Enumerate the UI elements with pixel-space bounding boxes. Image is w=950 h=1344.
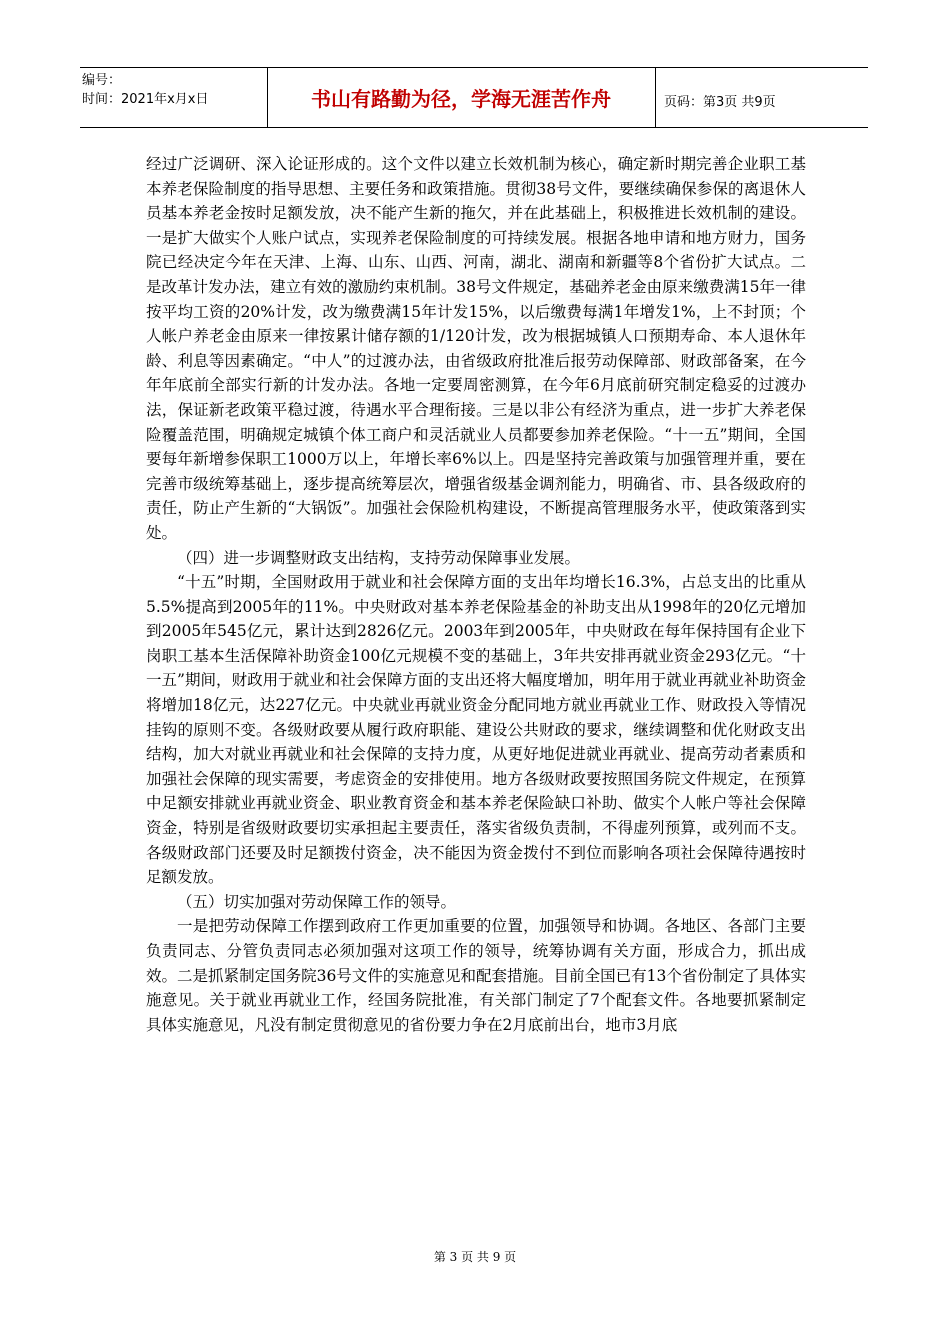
header-bottom-rule (80, 127, 868, 128)
paragraph: “十五”时期，全国财政用于就业和社会保障方面的支出年均增长16.3%，占总支出的比重从5.5%提高到2005年的11%。中央财政对基本养老保险基金的补助支出从1998年的20亿元增加到2005年545亿元，累计达到2826亿元。2003年到2005年，中央财政在每年保持国有企业下岗职工基本生活保障补助资金100亿元规模不变的基础上，3年共安排再就业资金293亿元。“十一五”期间，财政用于就业和社会保障方面的支出还将大幅度增加，明年用于就业再就业补助资金将增加18亿元，达227亿元。中央就业再就业资金分配同地方就业再就业工作、财政投入等情况挂钩的原则不变。各级财政要从履行政府职能、建设公共财政的要求，继续调整和优化财政支出结构，加大对就业再就业和社会保障的支持力度，从更好地促进就业再就业、提高劳动者素质和加强社会保障的现实需要，考虑资金的安排使用。地方各级财政要按照国务院文件规定，在预算中足额安排就业再就业资金、职业教育资金和基本养老保险缺口补助、做实个人帐户等社会保障资金，特别是省级财政要切实承担起主要责任，落实省级负责制，不得虚列预算，或列而不支。各级财政部门还要及时足额拨付资金，决不能因为资金拨付不到位而影响各项社会保障待遇按时足额发放。 (146, 573, 806, 887)
header-motto: 书山有路勤为径，学海无涯苦作舟 (311, 86, 611, 111)
header-number-label: 编号： (82, 73, 122, 88)
section-heading: （五）切实加强对劳动保障工作的领导。 (177, 892, 457, 911)
header-divider (655, 67, 656, 127)
page-header (80, 67, 868, 127)
document-body (146, 152, 806, 1037)
header-page-info: 页码：第3页 共9页 (664, 95, 776, 110)
header-meta (82, 71, 266, 109)
paragraph-continuation: 经过广泛调研、深入论证形成的。这个文件以建立长效机制为核心，确定新时期完善企业职工基本养老保险制度的指导思想、主要任务和政策措施。贯彻38号文件，要继续确保参保的离退休人员基本养老金按时足额发放，决不能产生新的拖欠，并在此基础上，积极推进长效机制的建设。一是扩大做实个人账户试点，实现养老保险制度的可持续发展。根据各地申请和地方财力，国务院已经决定今年在天津、上海、山东、山西、河南，湖北、湖南和新疆等8个省份扩大试点。二是改革计发办法，建立有效的激励约束机制。38号文件规定，基础养老金由原来缴费满15年一律按平均工资的20%计发，改为缴费满15年计发15%，以后缴费每满1年增发1%，上不封顶；个人帐户养老金由原来一律按累计储存额的1/120计发，改为根据城镇人口预期寿命、本人退休年龄、利息等因素确定。“中人”的过渡办法，由省级政府批准后报劳动保障部、财政部备案，在今年年底前全部实行新的计发办法。各地一定要周密测算，在今年6月底前研究制定稳妥的过渡办法，保证新老政策平稳过渡，待遇水平合理衔接。三是以非公有经济为重点，进一步扩大养老保险覆盖范围，明确规定城镇个体工商户和灵活就业人员都要参加养老保险。“十一五”期间，全国要每年新增参保职工1000万以上，年增长率6%以上。四是坚持完善政策与加强管理并重，要在完善市级统筹基础上，逐步提高统筹层次，增强省级基金调剂能力，明确省、市、县各级政府的责任，防止产生新的“大锅饭”。加强社会保险机构建设，不断提高管理服务水平，使政策落到实处。 (146, 155, 806, 542)
header-time-label: 时间：2021年x月x日 (82, 92, 209, 107)
page-footer: 第 3 页 共 9 页 (433, 1250, 517, 1264)
paragraph: 一是把劳动保障工作摆到政府工作更加重要的位置，加强领导和协调。各地区、各部门主要负责同志、分管负责同志必须加强对这项工作的领导，统筹协调有关方面，形成合力，抓出成效。二是抓紧制定国务院36号文件的实施意见和配套措施。目前全国已有13个省份制定了具体实施意见。关于就业再就业工作，经国务院批准，有关部门制定了7个配套文件。各地要抓紧制定具体实施意见，凡没有制定贯彻意见的省份要力争在2月底前出台，地市3月底 (146, 917, 806, 1034)
section-heading: （四）进一步调整财政支出结构，支持劳动保障事业发展。 (177, 548, 581, 567)
